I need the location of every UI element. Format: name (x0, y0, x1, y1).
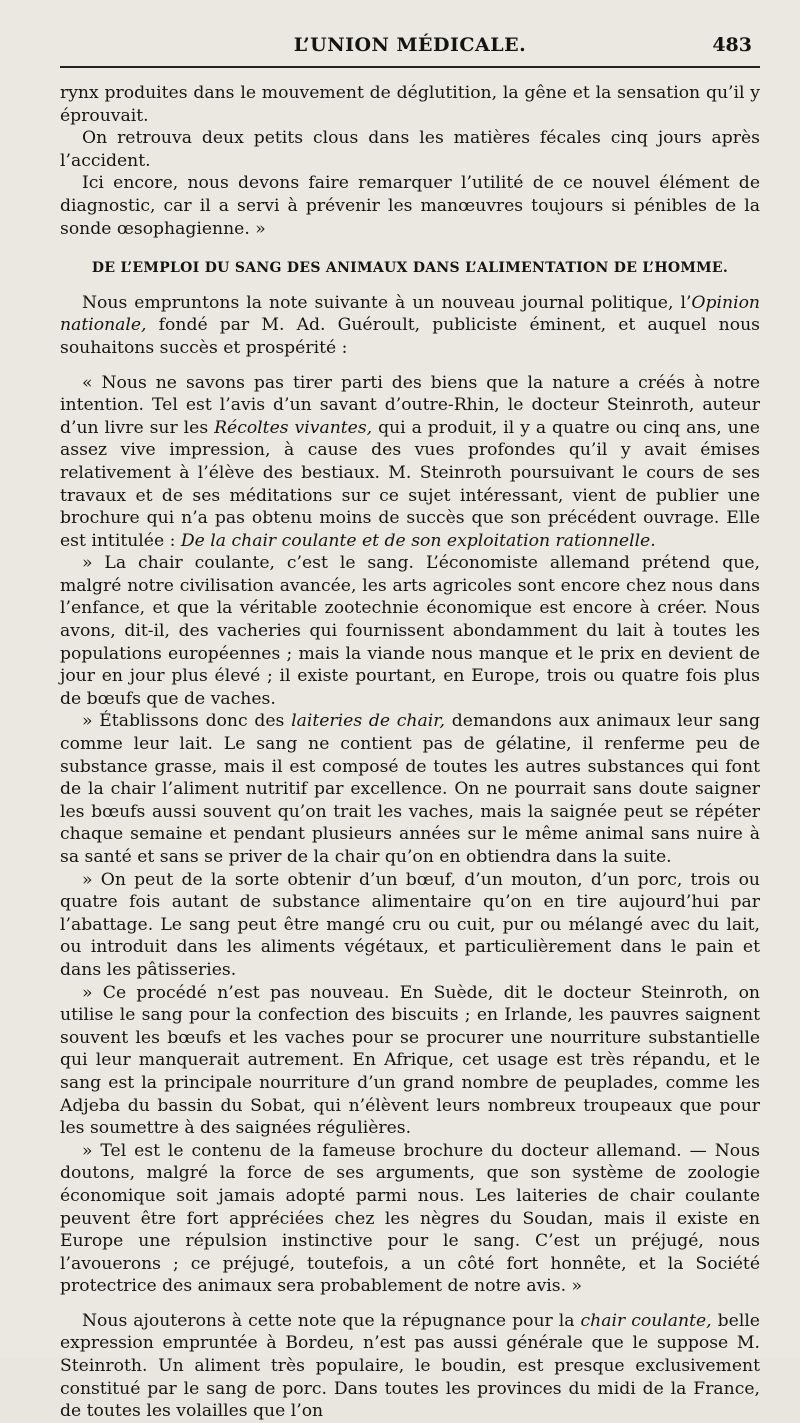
text-run: demandons aux animaux leur sang comme leur lait. Le sang ne contient pas de gélatine, il renferme peu de substance grasse, mais il est composé de toutes les autres substances qui font de la chair l’aliment nutritif par excellence. On ne pourrait sans doute saigner les bœufs aussi souvent qu’on trait les vaches, mais la saignée peut se répéter chaque semaine et pendant plusieurs années sur le même animal sans nuire à sa santé et sans se priver de la chair qu’on en obtiendra dans la suite. (60, 711, 760, 867)
text-run: Nous empruntons la note suivante à un nouveau journal politique, l’ (82, 292, 692, 313)
article-body (60, 82, 760, 1423)
paragraph-quote (60, 372, 760, 553)
italic-run: laiteries de chair, (291, 711, 446, 732)
page-header (60, 28, 760, 62)
paragraph: On retrouva deux petits clous dans les matières fécales cinq jours après l’accident. (60, 128, 760, 171)
paragraph-quote (60, 710, 760, 868)
text-run: » Établissons donc des (82, 711, 292, 732)
header-rule (60, 66, 760, 68)
running-title: L’UNION MÉDICALE. (293, 34, 527, 56)
paragraph-quote: » La chair coulante, c’est le sang. L’économiste allemand prétend que, malgré notre civilisation avancée, les arts agricoles sont encore chez nous dans l’enfance, et que la véritable zootechnie économique est encore à créer. Nous avons, dit-il, des vacheries qui fournissent abondamment du lait à toutes les populations européennes ; mais la viande nous manque et le prix en devient de jour en jour plus élevé ; il existe pourtant, en Europe, trois ou quatre fois plus de bœufs que de vaches. (60, 553, 760, 709)
paragraph: Ici encore, nous devons faire remarquer l’utilité de ce nouvel élément de diagnostic, car il a servi à prévenir les manœuvres toujours si pénibles de la sonde œsophagienne. » (60, 173, 760, 239)
text-run: qui a produit, il y a quatre ou cinq ans, une assez vive impression, à cause des vues profondes qu’il y avait émises relativement à l’élève des bestiaux. M. Steinroth poursuivant le cours de ses travaux et de ses méditations sur ce sujet intéressant, vient de publier une brochure qui n’a pas obtenu moins de succès que son précédent ouvrage. Elle est intitulée : (60, 417, 760, 551)
paragraph-quote: » Ce procédé n’est pas nouveau. En Suède, dit le docteur Steinroth, on utilise le sang pour la confection des biscuits ; en Irlande, les pauvres saignent souvent les bœufs et les vaches pour se procurer une nourriture substantielle qui leur manquerait autrement. En Afrique, cet usage est très répandu, et le sang est la principale nourriture d’un grand nombre de peuplades, comme les Adjeba du bassin du Sobat, qui n’élèvent leurs nombreux troupeaux que pour les soumettre à des saignées régulières. (60, 982, 760, 1139)
text-run: fondé par M. Ad. Guéroult, publiciste éminent, et auquel nous souhaitons succès et prospérité : (60, 315, 760, 358)
italic-run: De la chair coulante et de son exploitation rationnelle. (180, 530, 656, 551)
italic-run: chair coulante, (580, 1310, 712, 1331)
text-run: « Nous ne savons pas tirer parti des biens que la nature a créés à notre intention. Tel est l’avis d’un savant d’outre-Rhin, le docteur Steinroth, auteur d’un livre sur les (60, 372, 760, 438)
text-run: Nous ajouterons à cette note que la répugnance pour la (82, 1310, 581, 1331)
page-number: 483 (712, 34, 752, 56)
section-title: DE L’EMPLOI DU SANG DES ANIMAUX DANS L’ALIMENTATION DE L’HOMME. (91, 260, 729, 277)
italic-run: Opinion nationale, (60, 292, 760, 336)
spacer (60, 1298, 760, 1310)
italic-run: Récoltes vivantes, (214, 417, 373, 438)
paragraph-continuation: rynx produites dans le mouvement de déglutition, la gêne et la sensation qu’il y éprouvait. (60, 83, 760, 126)
paragraph-quote: » On peut de la sorte obtenir d’un bœuf, d’un mouton, d’un porc, trois ou quatre fois autant de substance alimentaire qu’on en tire aujourd’hui par l’abattage. Le sang peut être mangé cru ou cuit, pur ou mélangé avec du lait, ou introduit dans les aliments végétaux, et particulièrement dans le pain et dans les pâtisseries. (60, 869, 760, 980)
paragraph-intro (60, 292, 760, 360)
spacer (60, 360, 760, 372)
paragraph (60, 1310, 760, 1423)
text-run: belle expression empruntée à Bordeu, n’est pas aussi générale que le suppose M. Steinroth. Un aliment très populaire, le boudin, est presque exclusivement constitué par le sang de porc. Dans toutes les provinces du midi de la France, de toutes les volailles que l’on (60, 1310, 760, 1422)
paragraph-quote: » Tel est le contenu de la fameuse brochure du docteur allemand. — Nous doutons, malgré la force de ses arguments, que son système de zoologie économique soit jamais adopté parmi nous. Les laiteries de chair coulante peuvent être fort appréciées chez les nègres du Soudan, mais il existe en Europe une répulsion instinctive pour le sang. C’est un préjugé, nous l’avouerons ; ce préjugé, toutefois, a un côté fort honnête, et la Société protectrice des animaux sera probablement de notre avis. » (60, 1140, 760, 1297)
